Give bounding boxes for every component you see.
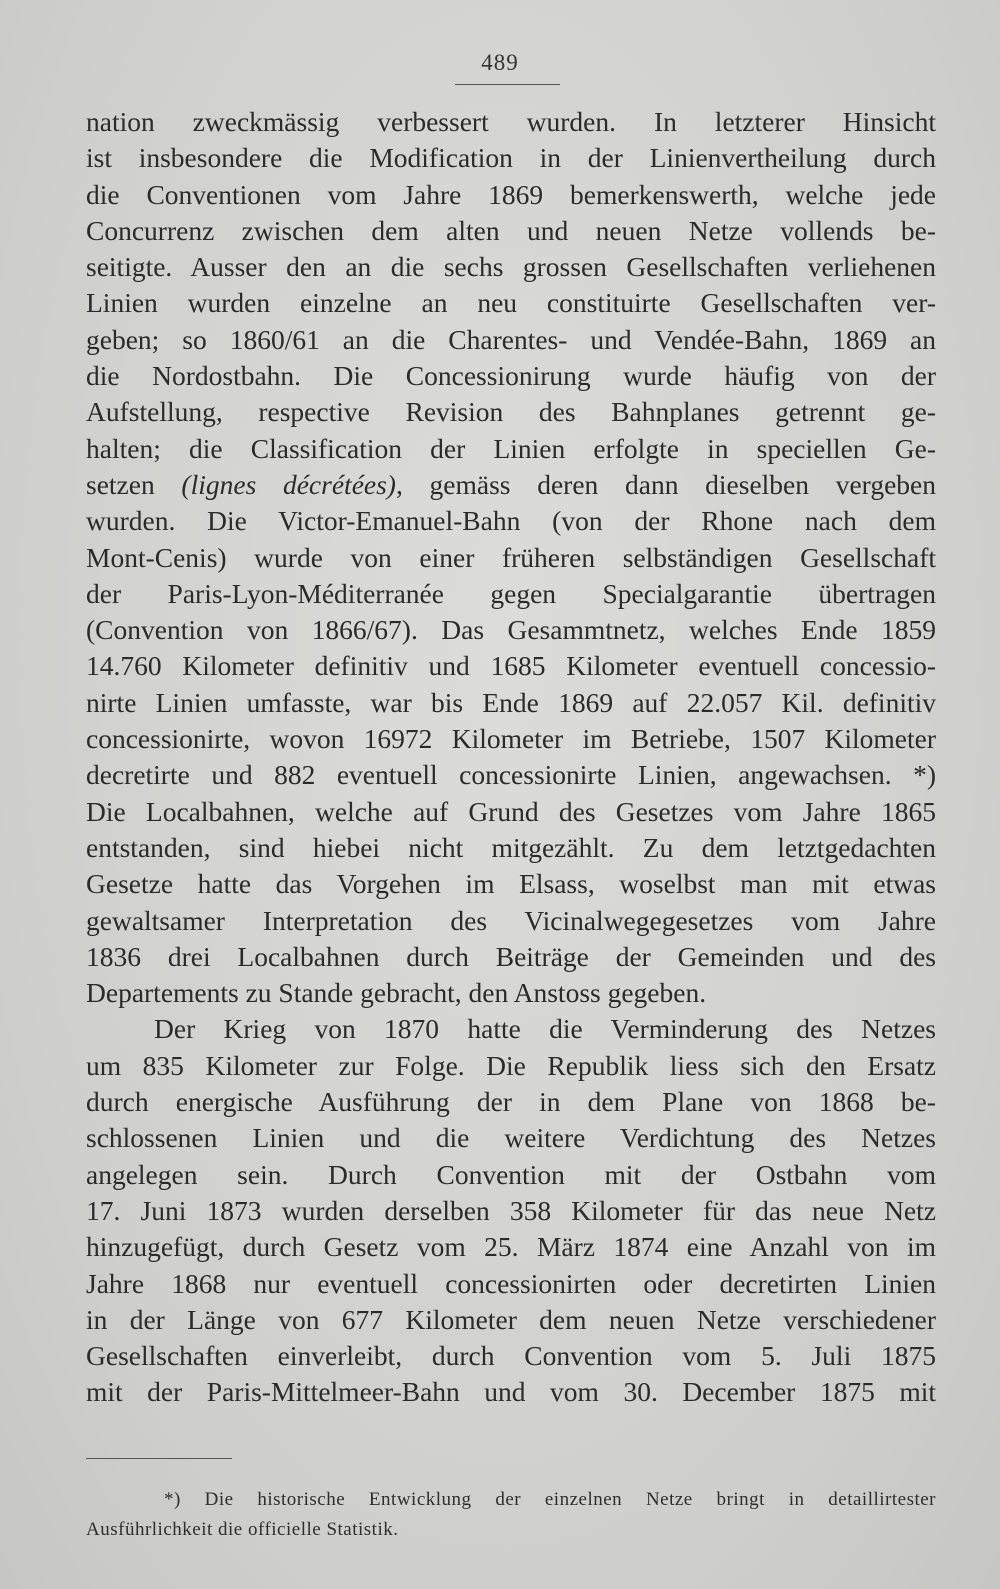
text-line: um 835 Kilometer zur Folge. Die Republik liess sich den Ersatz [86, 1049, 936, 1081]
text-line: der Paris-Lyon-Méditerranée gegen Specialgarantie übertragen [86, 577, 936, 609]
text-line: entstanden, sind hiebei nicht mitgezählt. Zu dem letztgedachten [86, 831, 936, 863]
text-line: durch energische Ausführung der in dem Plane von 1868 be- [86, 1086, 936, 1118]
footnote-line: Ausführlichkeit die officielle Statistik. [86, 1519, 399, 1540]
page-number-rule [455, 84, 560, 85]
text-line: die Conventionen vom Jahre 1869 bemerkenswerth, welche jede [86, 178, 936, 210]
text-line-paragraph-start: Der Krieg von 1870 hatte die Verminderung des Netzes [154, 1013, 936, 1045]
text-line: 14.760 Kilometer definitiv und 1685 Kilometer eventuell concessio- [86, 650, 936, 682]
text-line: Concurrenz zwischen dem alten und neuen Netze vollends be- [86, 214, 936, 246]
text-line: (Convention von 1866/67). Das Gesammtnetz, welches Ende 1859 [86, 614, 936, 646]
page-number: 489 [481, 50, 519, 75]
footnote-line: *) Die historische Entwicklung der einzelnen Netze bringt in detaillirtester [164, 1489, 936, 1510]
text-line-paragraph-end: Departements zu Stande gebracht, den Anstoss gegeben. [86, 977, 707, 1009]
text-segment: , gemäss deren dann dieselben vergeben [395, 468, 937, 500]
text-line: mit der Paris-Mittelmeer-Bahn und vom 30. December 1875 mit [86, 1376, 936, 1408]
text-line: concessionirte, wovon 16972 Kilometer im Betriebe, 1507 Kilometer [86, 723, 936, 755]
text-line: hinzugefügt, durch Gesetz vom 25. März 1874 eine Anzahl von im [86, 1231, 936, 1263]
text-line: Mont-Cenis) wurde von einer früheren selbständigen Gesellschaft [86, 541, 936, 573]
text-line: schlossenen Linien und die weitere Verdichtung des Netzes [86, 1122, 936, 1154]
text-line: 1836 drei Localbahnen durch Beiträge der Gemeinden und des [86, 940, 936, 972]
text-segment: setzen [86, 468, 182, 500]
text-line: Linien wurden einzelne an neu constituirte Gesellschaften ver- [86, 287, 936, 319]
text-line: die Nordostbahn. Die Concessionirung wurde häufig von der [86, 360, 936, 392]
text-line: decretirte und 882 eventuell concessionirte Linien, angewachsen. *) [86, 759, 936, 791]
text-line: seitigte. Ausser den an die sechs grossen Gesellschaften verliehenen [86, 251, 936, 283]
text-line: geben; so 1860/61 an die Charentes- und Vendée-Bahn, 1869 an [86, 323, 936, 355]
text-line: Gesetze hatte das Vorgehen im Elsass, woselbst man mit etwas [86, 868, 936, 900]
italic-term: (lignes décrétées) [181, 468, 396, 500]
footnote [86, 1485, 936, 1545]
body-text [86, 104, 936, 1411]
text-line: Jahre 1868 nur eventuell concessionirten oder decretirten Linien [86, 1267, 936, 1299]
text-line: ist insbesondere die Modification in der Linienvertheilung durch [86, 142, 936, 174]
text-line: Gesellschaften einverleibt, durch Convention vom 5. Juli 1875 [86, 1340, 936, 1372]
text-line: Die Localbahnen, welche auf Grund des Gesetzes vom Jahre 1865 [86, 795, 936, 827]
text-line-with-italic [86, 467, 936, 503]
text-line: angelegen sein. Durch Convention mit der Ostbahn vom [86, 1158, 936, 1190]
text-line: nation zweckmässig verbessert wurden. In letzterer Hinsicht [86, 106, 936, 137]
text-line: gewaltsamer Interpretation des Vicinalwegegesetzes vom Jahre [86, 904, 936, 936]
text-line: halten; die Classification der Linien erfolgte in speciellen Ge- [86, 432, 936, 464]
footnote-rule [86, 1458, 232, 1459]
text-line: Aufstellung, respective Revision des Bahnplanes getrennt ge- [86, 396, 936, 428]
text-line: 17. Juni 1873 wurden derselben 358 Kilometer für das neue Netz [86, 1194, 936, 1226]
text-line: wurden. Die Victor-Emanuel-Bahn (von der Rhone nach dem [86, 505, 936, 537]
text-line: in der Länge von 677 Kilometer dem neuen Netze verschiedener [86, 1303, 936, 1335]
text-line: nirte Linien umfasste, war bis Ende 1869 auf 22.057 Kil. definitiv [86, 686, 936, 718]
